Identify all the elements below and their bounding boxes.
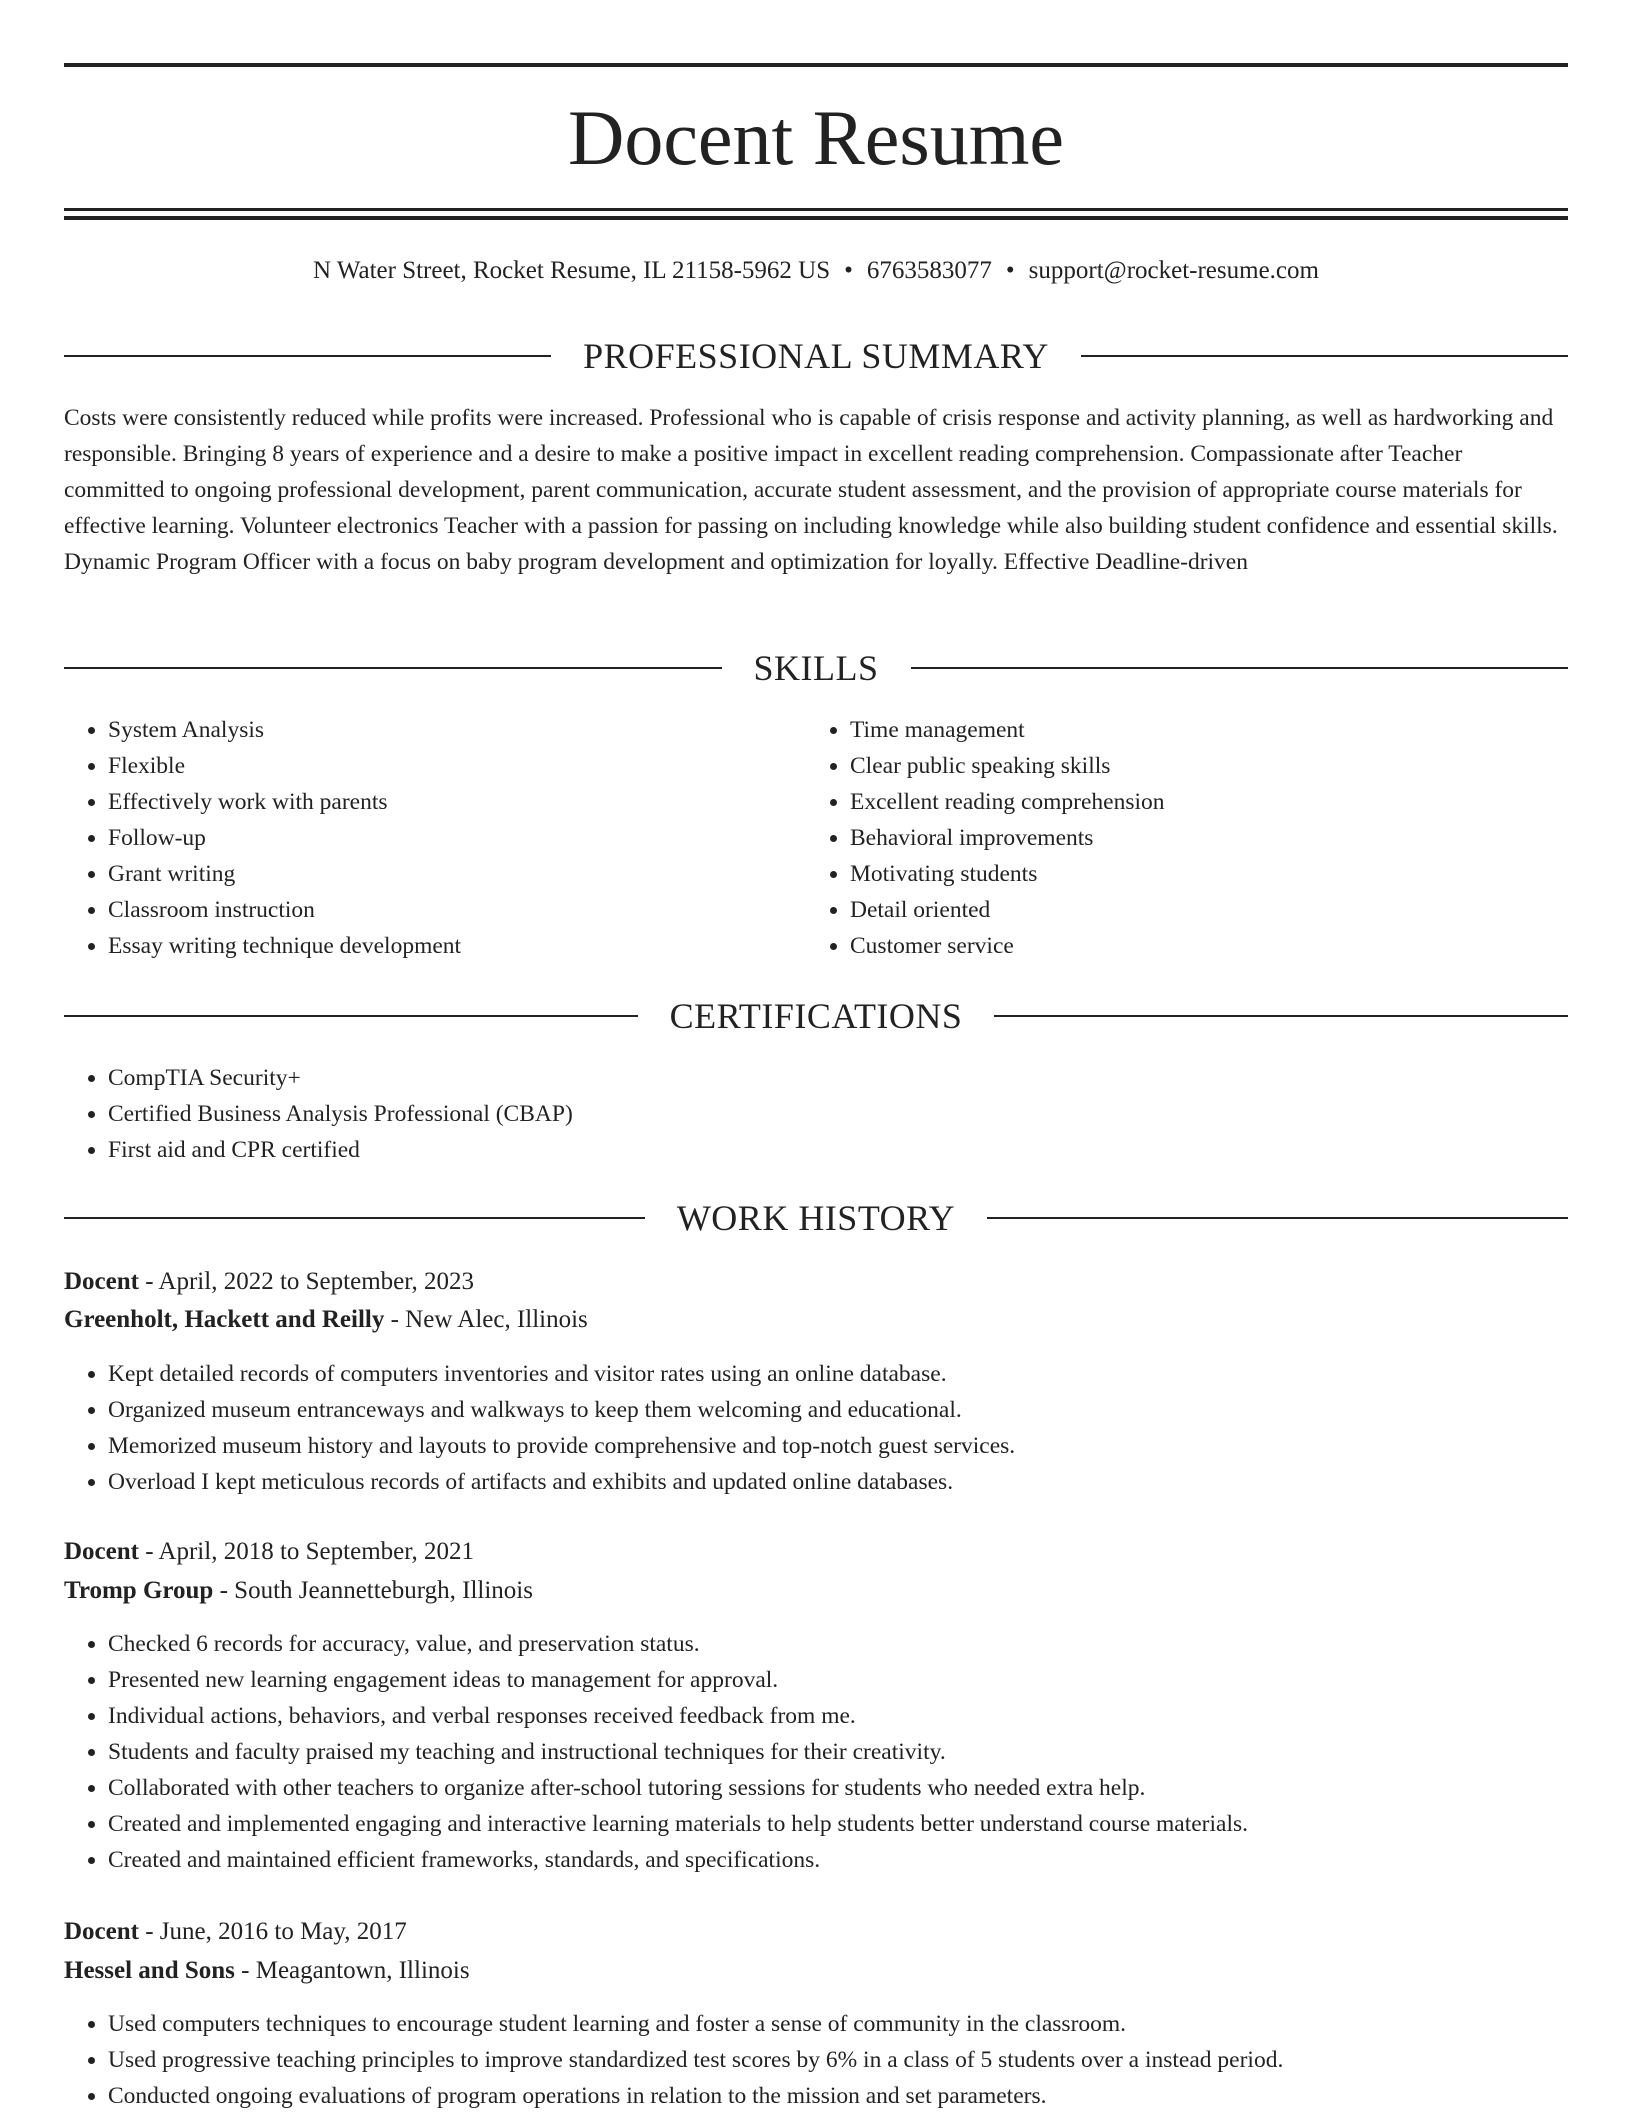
contact-separator: • (1005, 257, 1015, 284)
job-bullet: • Organized museum entranceways and walkways to keep them welcoming and educational. (108, 1392, 1588, 1428)
job-bullet: • Individual actions, behaviors, and verbal responses received feedback from me. (108, 1698, 1588, 1734)
skills-list-left (64, 712, 808, 964)
job-title-line (64, 1264, 1568, 1300)
summary-text: Costs were consistently reduced while profits were increased. Professional who is capable of crisis response and activity planning, as well as hardworking and responsible. Bringing 8 years of experience and a desire to make a positive impact in excellent reading comprehension. Compassionate after Teacher committed to ongoing professional development, parent communication, accurate student assessment, and the provision of appropriate course materials for effective learning. Volunteer electronics Teacher with a passion for passing on including knowledge while also building student confidence and essential skills. Dynamic Program Officer with a focus on baby program development and optimization for loyally. Effective Deadline-driven (64, 405, 1558, 575)
skill-item: • Customer service (850, 928, 1550, 964)
skill-item: • Effectively work with parents (108, 784, 808, 820)
job-location: - Meagantown, Illinois (241, 1957, 470, 1984)
title-rule-upper (64, 208, 1568, 211)
job-bullets (64, 1626, 1588, 1878)
job-location: - New Alec, Illinois (390, 1306, 588, 1333)
job-bullet: • Conducted ongoing evaluations of program operations in relation to the mission and set parameters. (108, 2078, 1588, 2114)
job-bullet: • Created and implemented engaging and interactive learning materials to help students better understand course materials. (108, 1806, 1588, 1842)
job-dates: - April, 2018 to September, 2021 (145, 1538, 475, 1565)
job-bullets (64, 2006, 1588, 2114)
job-bullet: • Used progressive teaching principles to improve standardized test scores by 6% in a class of 5 students over a instead period. (108, 2042, 1588, 2078)
heading-rule-left (64, 355, 551, 357)
summary-heading (64, 334, 1568, 378)
skills-heading-label: SKILLS (753, 648, 879, 688)
job-bullet: • Collaborated with other teachers to organize after-school tutoring sessions for students who needed extra help. (108, 1770, 1588, 1806)
skill-item: • Detail oriented (850, 892, 1550, 928)
heading-rule-left (64, 1015, 638, 1017)
contact-email: support@rocket-resume.com (1028, 257, 1319, 284)
contact-separator: • (844, 257, 853, 284)
job-location: - South Jeannetteburgh, Illinois (219, 1577, 533, 1604)
job-bullets (64, 1356, 1588, 1500)
heading-rule-right (994, 1015, 1568, 1017)
job-company: Greenholt, Hackett and Reilly (64, 1306, 385, 1333)
heading-rule-right (1081, 355, 1568, 357)
top-rule (64, 63, 1568, 67)
heading-rule-left (64, 667, 722, 669)
skill-item: • Follow-up (108, 820, 808, 856)
title-rule-lower (64, 216, 1568, 220)
job-bullet: • Created and maintained efficient frameworks, standards, and specifications. (108, 1842, 1588, 1878)
contact-phone: 6763583077 (866, 257, 992, 284)
job-title: Docent (64, 1918, 139, 1945)
job-bullet: • Presented new learning engagement ideas to management for approval. (108, 1662, 1588, 1698)
job-dates: - June, 2016 to May, 2017 (145, 1918, 407, 1945)
skill-item: • Excellent reading comprehension (850, 784, 1550, 820)
job-company-line (64, 1573, 1568, 1609)
skill-item: • Behavioral improvements (850, 820, 1550, 856)
contact-address: N Water Street, Rocket Resume, IL 21158-5962 US (313, 257, 831, 284)
certifications-list (64, 1060, 1508, 1168)
skills-heading (64, 646, 1568, 690)
certification-item: • Certified Business Analysis Professional (CBAP) (108, 1096, 1508, 1132)
job-title-line (64, 1914, 1568, 1950)
job-bullet: • Overload I kept meticulous records of artifacts and exhibits and updated online databases. (108, 1464, 1588, 1500)
job-company-line (64, 1302, 1568, 1338)
job-title: Docent (64, 1538, 139, 1565)
job-bullet: • Checked 6 records for accuracy, value, and preservation status. (108, 1626, 1588, 1662)
heading-rule-right (911, 667, 1569, 669)
skill-item: • Essay writing technique development (108, 928, 808, 964)
heading-rule-right (987, 1217, 1568, 1219)
job-bullet: • Students and faculty praised my teaching and instructional techniques for their creativity. (108, 1734, 1588, 1770)
job-bullet: • Kept detailed records of computers inventories and visitor rates using an online database. (108, 1356, 1588, 1392)
skill-item: • Flexible (108, 748, 808, 784)
skill-item: • Grant writing (108, 856, 808, 892)
skill-item: • Classroom instruction (108, 892, 808, 928)
certifications-heading-label: CERTIFICATIONS (669, 996, 963, 1036)
job-company: Tromp Group (64, 1577, 214, 1604)
page-title: Docent Resume (567, 94, 1065, 181)
skill-item: • System Analysis (108, 712, 808, 748)
job-title: Docent (64, 1268, 139, 1295)
work-history-heading (64, 1196, 1568, 1240)
work-history-heading-label: WORK HISTORY (676, 1198, 956, 1238)
job-bullet: • Memorized museum history and layouts to provide comprehensive and top-notch guest services. (108, 1428, 1588, 1464)
job-bullet: • Used computers techniques to encourage student learning and foster a sense of community in the classroom. (108, 2006, 1588, 2042)
certifications-heading (64, 994, 1568, 1038)
summary-heading-label: PROFESSIONAL SUMMARY (583, 336, 1049, 376)
heading-rule-left (64, 1217, 645, 1219)
skill-item: • Time management (850, 712, 1550, 748)
job-dates: - April, 2022 to September, 2023 (145, 1268, 475, 1295)
job-title-line (64, 1534, 1568, 1570)
skills-list-right (806, 712, 1550, 964)
skill-item: • Motivating students (850, 856, 1550, 892)
skill-item: • Clear public speaking skills (850, 748, 1550, 784)
certification-item: • CompTIA Security+ (108, 1060, 1508, 1096)
job-company: Hessel and Sons (64, 1957, 235, 1984)
job-company-line (64, 1953, 1568, 1989)
certification-item: • First aid and CPR certified (108, 1132, 1508, 1168)
contact-line (64, 254, 1568, 288)
